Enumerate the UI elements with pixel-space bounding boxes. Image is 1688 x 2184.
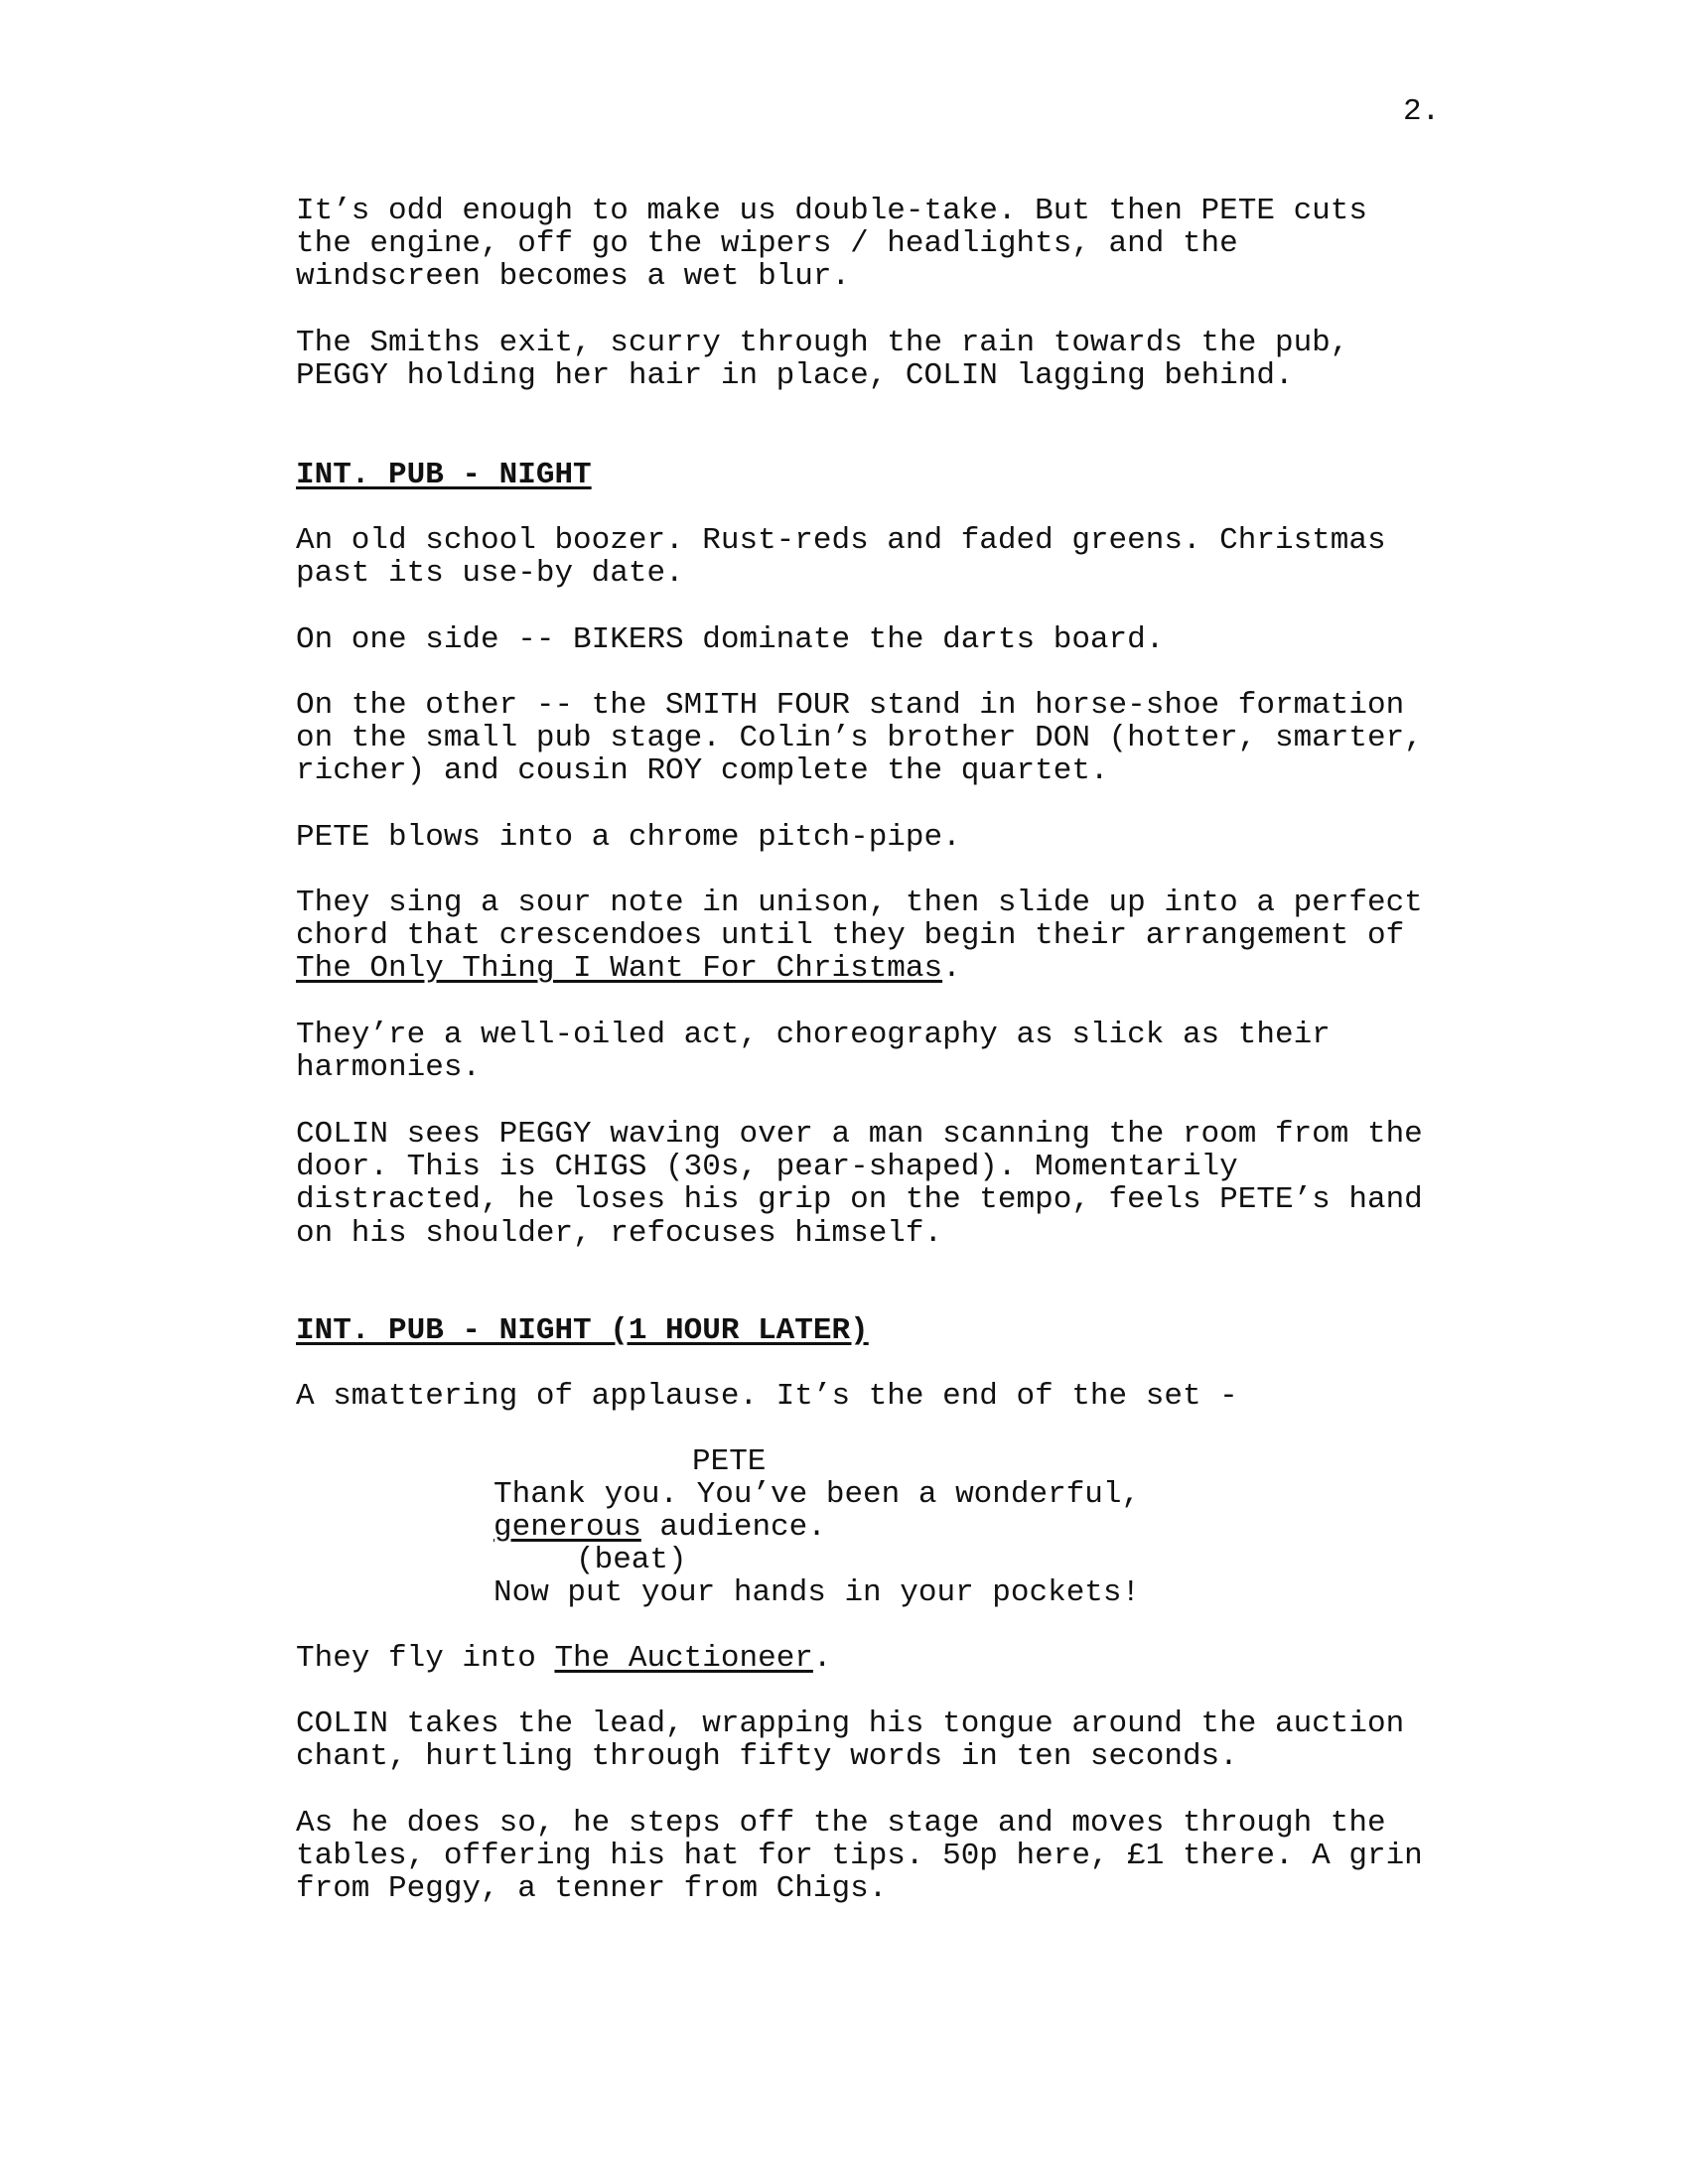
action-line: chant, hurtling through fifty words in ten seconds.	[296, 1739, 1238, 1775]
action-line: windscreen becomes a wet blur.	[296, 259, 851, 295]
action-line: door. This is CHIGS (30s, pear-shaped). Momentarily	[296, 1150, 1238, 1185]
action-line: chord that crescendoes until they begin their arrangement of	[296, 918, 1405, 954]
punctuation: .	[942, 951, 961, 987]
action-line: the engine, off go the wipers / headlights, and the	[296, 226, 1238, 262]
action-paragraph-exit	[296, 327, 1537, 392]
action-paragraph-well-oiled	[296, 1019, 1537, 1084]
dialogue-line: Thank you. You’ve been a wonderful,	[493, 1477, 1141, 1512]
parenthetical: (beat)	[576, 1543, 687, 1577]
action-line: They’re a well-oiled act, choreography as slick as their	[296, 1018, 1331, 1052]
action-line: As he does so, he steps off the stage and moves through the	[296, 1806, 1386, 1841]
action-paragraph-applause: A smattering of applause. It’s the end of the set -	[296, 1379, 1238, 1414]
action-paragraph-chigs	[296, 1118, 1537, 1250]
action-line: They sing a sour note in unison, then slide up into a perfect	[296, 886, 1423, 920]
action-paragraph-tips	[296, 1807, 1537, 1906]
action-line: distracted, he loses his grip on the tempo, feels PETE’s hand	[296, 1182, 1423, 1218]
song-title: The Auctioneer	[554, 1641, 813, 1676]
page-number: 2.	[1403, 94, 1441, 129]
dialogue-line	[493, 1511, 826, 1544]
song-title: The Only Thing I Want For Christmas	[296, 951, 943, 987]
character-name: PETE	[692, 1444, 767, 1479]
action-line: on his shoulder, refocuses himself.	[296, 1215, 943, 1251]
action-line: on the small pub stage. Colin’s brother DON (hotter, smarter,	[296, 721, 1423, 756]
action-line: PEGGY holding her hair in place, COLIN lagging behind.	[296, 358, 1294, 394]
action-line: richer) and cousin ROY complete the quartet.	[296, 753, 1109, 789]
action-paragraph-bikers: On one side -- BIKERS dominate the darts board.	[296, 622, 1165, 657]
action-paragraph-auctioneer	[296, 1642, 1537, 1675]
dialogue-line: Now put your hands in your pockets!	[493, 1575, 1141, 1610]
action-line: past its use-by date.	[296, 556, 684, 592]
action-line: harmonies.	[296, 1050, 482, 1086]
action-paragraph-sing	[296, 887, 1537, 986]
action-text: They fly into	[296, 1641, 555, 1676]
action-paragraph-smith-four	[296, 689, 1537, 788]
action-paragraph-pitch-pipe: PETE blows into a chrome pitch-pipe.	[296, 820, 961, 855]
action-paragraph-boozer	[296, 524, 1537, 590]
emphasis-word: generous	[493, 1510, 641, 1545]
scene-heading-pub-later: INT. PUB - NIGHT (1 HOUR LATER)	[296, 1313, 869, 1348]
action-line: COLIN sees PEGGY waving over a man scanning the room from the	[296, 1117, 1423, 1152]
action-line: tables, offering his hat for tips. 50p here, £1 there. A grin	[296, 1839, 1423, 1874]
punctuation: .	[812, 1641, 832, 1676]
action-line: An old school boozer. Rust-reds and faded greens. Christmas	[296, 523, 1386, 558]
action-line: from Peggy, a tenner from Chigs.	[296, 1871, 888, 1907]
dialogue-text: audience.	[640, 1510, 826, 1545]
action-paragraph-colin-lead	[296, 1707, 1537, 1773]
scene-heading-pub-night: INT. PUB - NIGHT	[296, 458, 592, 492]
action-paragraph-car	[296, 195, 1537, 294]
action-line: The Smiths exit, scurry through the rain towards the pub,	[296, 326, 1349, 360]
action-line: It’s odd enough to make us double-take. But then PETE cuts	[296, 194, 1367, 228]
action-line: COLIN takes the lead, wrapping his tongue around the auction	[296, 1706, 1405, 1741]
action-line: On the other -- the SMITH FOUR stand in horse-shoe formation	[296, 688, 1405, 723]
